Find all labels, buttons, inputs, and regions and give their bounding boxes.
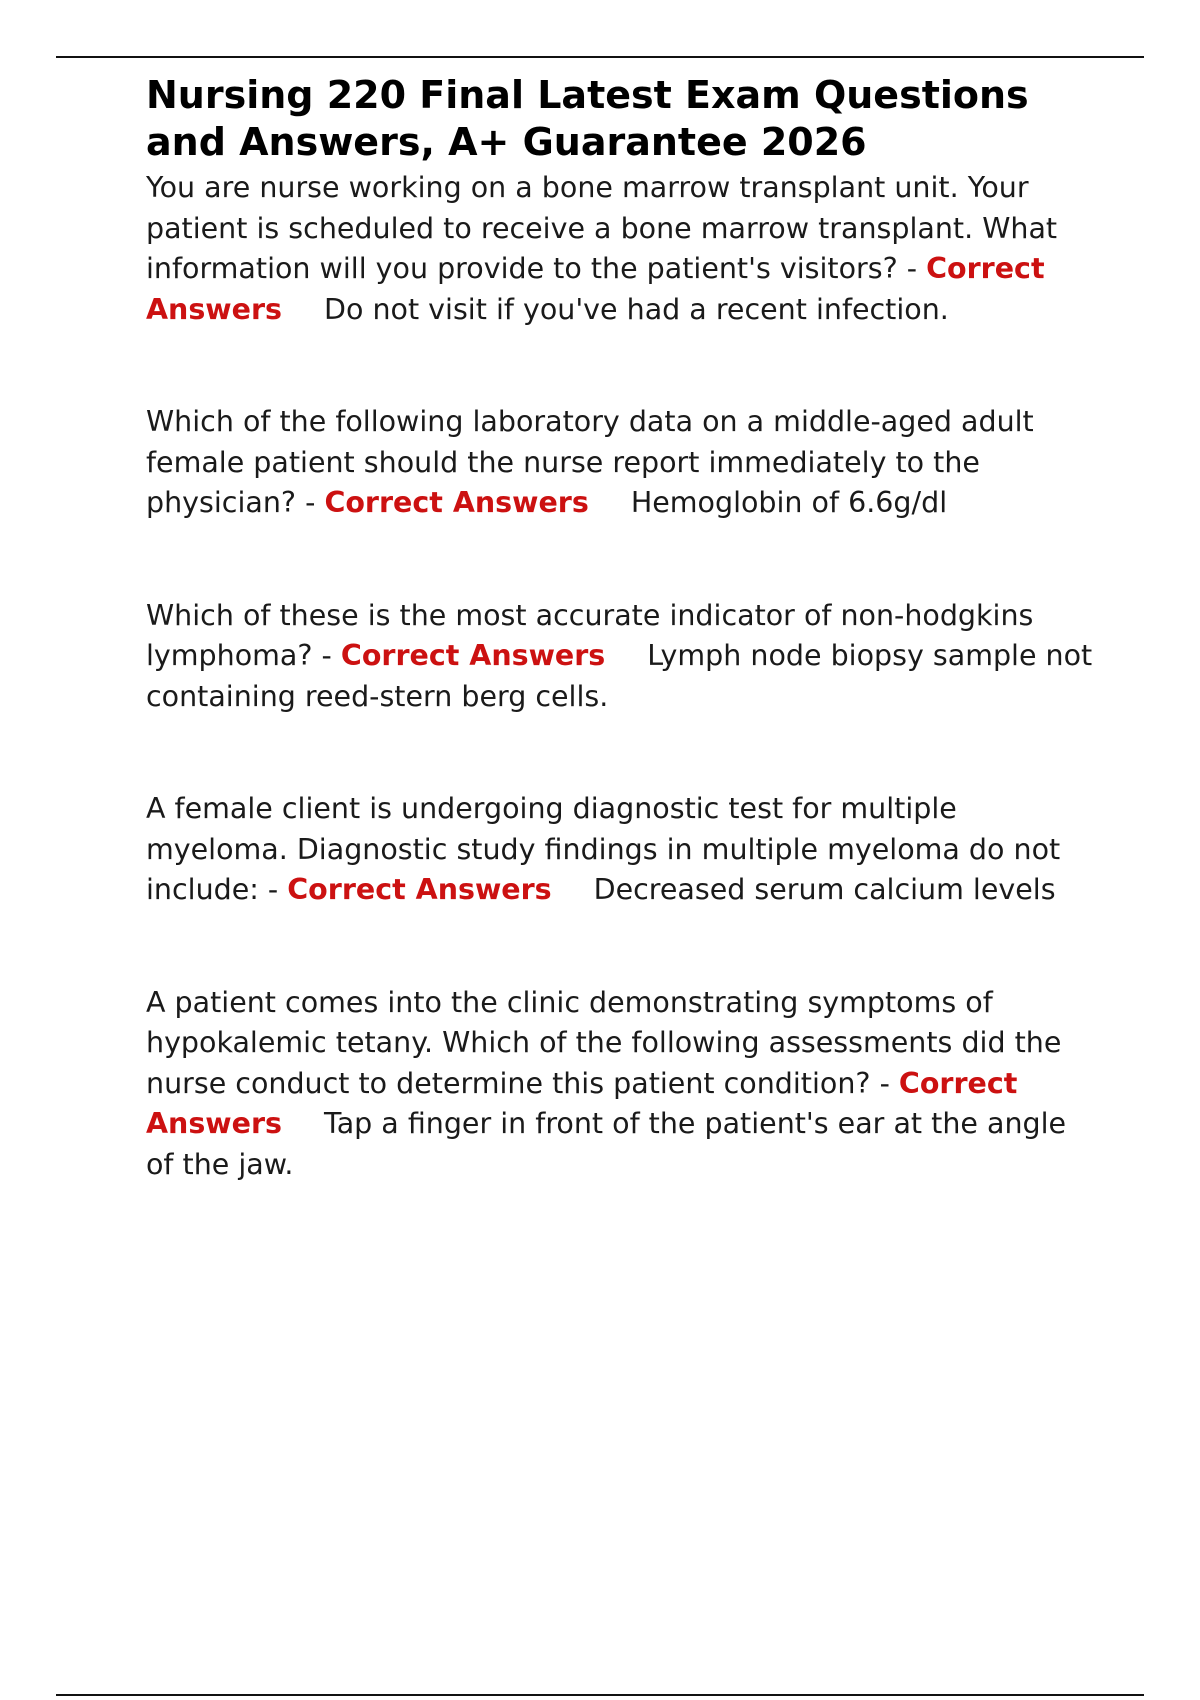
answer-text: Tap a finger in front of the patient's ear at the angle of the jaw. bbox=[146, 1107, 1067, 1181]
qa-item-4 bbox=[146, 789, 1096, 911]
correct-answers-label: Correct Answers bbox=[340, 639, 606, 672]
question-text: Which of the following laboratory data on a middle-aged adult female patient should the nurse report immediately to the physician? - bbox=[146, 405, 1034, 519]
qa-item-3 bbox=[146, 596, 1096, 718]
answer-text: Do not visit if you've had a recent infection. bbox=[324, 292, 949, 326]
qa-item-5 bbox=[146, 983, 1096, 1186]
bottom-rule bbox=[56, 1694, 1144, 1696]
correct-answers-label: Correct Answers bbox=[146, 1066, 1018, 1140]
answer-text: Decreased serum calcium levels bbox=[593, 873, 1056, 906]
correct-answers-label: Correct Answers bbox=[146, 252, 1045, 326]
top-rule bbox=[56, 56, 1144, 58]
question-text: A patient comes into the clinic demonstrating symptoms of hypokalemic tetany. Which of the following assessments did the nurse conduct to determine this patient condition? - bbox=[146, 985, 1062, 1100]
document-title: Nursing 220 Final Latest Exam Questions and Answers, A+ Guarantee 2026 bbox=[146, 73, 1029, 164]
question-text: Which of these is the most accurate indicator of non-hodgkins lymphoma? - bbox=[146, 598, 1034, 672]
qa-item-2 bbox=[146, 402, 1096, 524]
correct-answers-label: Correct Answers bbox=[287, 873, 552, 906]
answer-text: Hemoglobin of 6.6g/dl bbox=[630, 486, 948, 519]
correct-answers-label: Correct Answers bbox=[324, 486, 589, 519]
question-text: You are nurse working on a bone marrow transplant unit. Your patient is scheduled to receive a bone marrow transplant. What information will you provide to the patient's visitors? - bbox=[146, 171, 1058, 285]
document-body bbox=[146, 72, 1096, 1185]
question-text: A female client is undergoing diagnostic test for multiple myeloma. Diagnostic study findings in multiple myeloma do not include: - bbox=[146, 792, 1061, 906]
answer-text: Lymph node biopsy sample not containing reed-stern berg cells. bbox=[146, 639, 1093, 713]
qa-item-1 bbox=[146, 168, 1096, 330]
